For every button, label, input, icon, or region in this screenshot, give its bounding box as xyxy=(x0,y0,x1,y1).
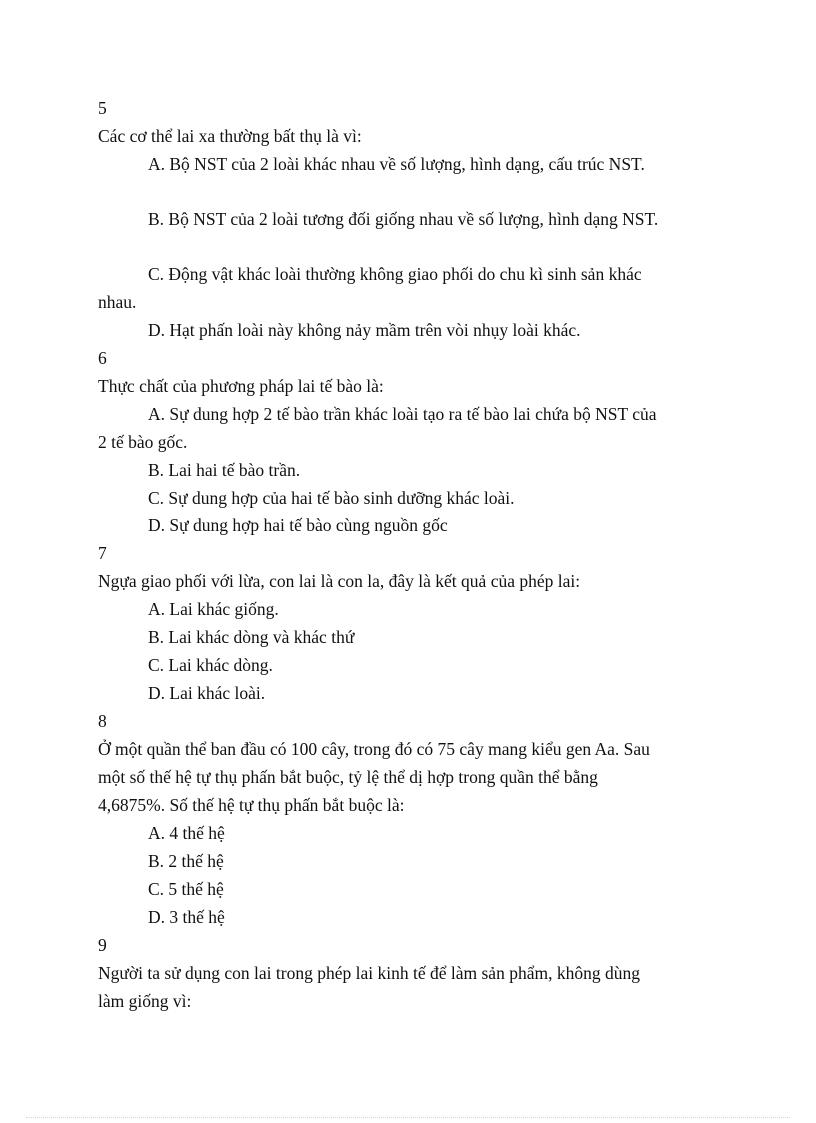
answer-option-b: B. Lai khác dòng và khác thứ xyxy=(148,627,355,647)
answer-option-c: C. 5 thế hệ xyxy=(148,879,224,899)
question-stem-line-2: một số thế hệ tự thụ phấn bắt buộc, tỷ lệ thể dị hợp trong quần thể bằng xyxy=(98,767,598,787)
question-number: 8 xyxy=(98,711,107,731)
answer-option-c-continued: nhau. xyxy=(98,292,137,312)
answer-option-a: A. Sự dung hợp 2 tế bào trần khác loài tạo ra tế bào lai chứa bộ NST của xyxy=(148,404,657,424)
answer-option-a: A. 4 thế hệ xyxy=(148,823,225,843)
answer-option-b: B. Bộ NST của 2 loài tương đối giống nhau về số lượng, hình dạng NST. xyxy=(148,209,659,229)
question-stem: Ở một quần thể ban đầu có 100 cây, trong đó có 75 cây mang kiểu gen Aa. Sau xyxy=(98,739,650,759)
answer-option-a: A. Bộ NST của 2 loài khác nhau về số lượng, hình dạng, cấu trúc NST. xyxy=(148,154,645,174)
question-number: 5 xyxy=(98,98,107,118)
question-stem-line-3: 4,6875%. Số thế hệ tự thụ phấn bắt buộc là: xyxy=(98,795,405,815)
answer-option-d: D. 3 thế hệ xyxy=(148,907,225,927)
answer-option-a-continued: 2 tế bào gốc. xyxy=(98,432,188,452)
question-stem: Người ta sử dụng con lai trong phép lai kinh tế để làm sản phẩm, không dùng xyxy=(98,963,640,983)
answer-option-b: B. Lai hai tế bào trần. xyxy=(148,460,301,480)
answer-option-a: A. Lai khác giống. xyxy=(148,599,279,619)
question-stem: Các cơ thể lai xa thường bất thụ là vì: xyxy=(98,126,362,146)
question-number: 7 xyxy=(98,543,107,563)
answer-option-c: C. Sự dung hợp của hai tế bào sinh dưỡng khác loài. xyxy=(148,488,515,508)
answer-option-d: D. Hạt phấn loài này không nảy mầm trên vòi nhụy loài khác. xyxy=(148,320,581,340)
question-stem-line-2: làm giống vì: xyxy=(98,991,192,1011)
question-stem: Thực chất của phương pháp lai tế bào là: xyxy=(98,376,384,396)
answer-option-c: C. Động vật khác loài thường không giao phối do chu kì sinh sản khác xyxy=(148,264,642,284)
question-number: 9 xyxy=(98,935,107,955)
answer-option-d: D. Lai khác loài. xyxy=(148,683,266,703)
question-stem: Ngựa giao phối với lừa, con lai là con la, đây là kết quả của phép lai: xyxy=(98,571,581,591)
answer-option-b: B. 2 thế hệ xyxy=(148,851,224,871)
page-bottom-divider xyxy=(26,1117,790,1118)
question-number: 6 xyxy=(98,348,107,368)
answer-option-d: D. Sự dung hợp hai tế bào cùng nguồn gốc xyxy=(148,515,448,535)
answer-option-c: C. Lai khác dòng. xyxy=(148,655,273,675)
